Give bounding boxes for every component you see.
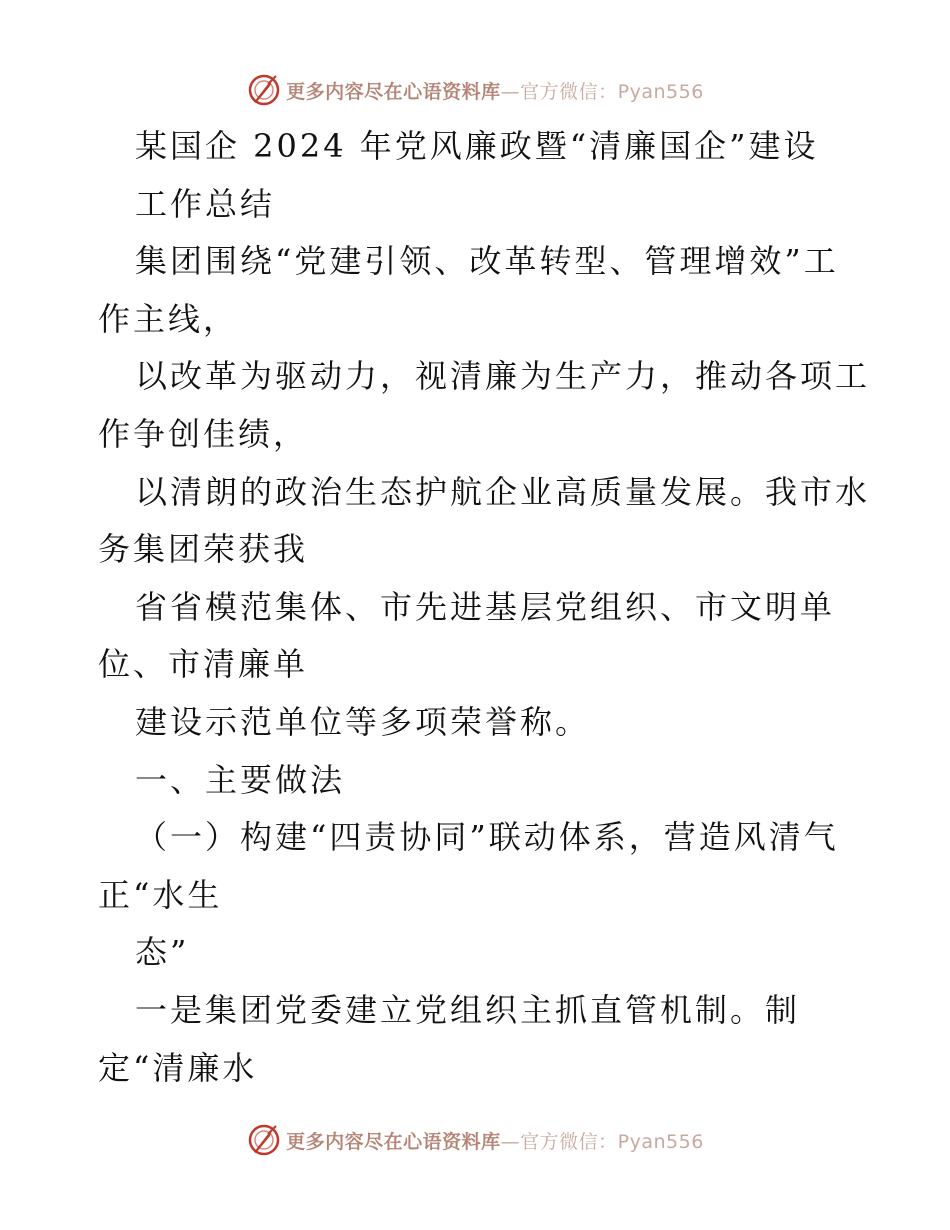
quill-logo-icon (246, 72, 282, 108)
text-line: （一）构建“四责协同”联动体系，营造风清气 (135, 818, 839, 857)
text-line: 以改革为驱动力，视清廉为生产力，推动各项工 (135, 357, 871, 396)
text-line: 态” (135, 933, 190, 972)
quill-logo-icon (246, 1122, 282, 1158)
text-line: 建设示范单位等多项荣誉称。 (135, 702, 591, 741)
text-line: 工作总结 (135, 184, 276, 223)
document-body (98, 118, 871, 1097)
text-line: 务集团荣获我 (98, 530, 309, 569)
text-line: 某国企 2024 年党风廉政暨“清廉国企”建设 (135, 127, 819, 165)
watermark-text: 更多内容尽在心语资料库 (286, 1130, 501, 1153)
text-line: 一是集团党委建立党组织主抓直管机制。制 (135, 990, 801, 1029)
text-line: 作主线， (98, 299, 239, 338)
text-line: 集团围绕“党建引领、改革转型、管理增效”工 (135, 242, 839, 281)
text-line: 定“清廉水 (98, 1048, 258, 1087)
watermark-text: 更多内容尽在心语资料库 (286, 80, 501, 103)
text-line: 省省模范集体、市先进基层党组织、市文明单 (135, 587, 836, 626)
text-line: 位、市清廉单 (98, 645, 309, 684)
header-watermark-banner (0, 70, 950, 110)
watermark-contact: —官方微信：Pyan556 (500, 1130, 704, 1153)
text-line: 以清朗的政治生态护航企业高质量发展。我市水 (135, 472, 871, 511)
text-line: 一、主要做法 (135, 760, 346, 799)
text-line: 作争创佳绩， (98, 414, 309, 453)
footer-watermark-banner (0, 1120, 950, 1160)
watermark-contact: —官方微信：Pyan556 (500, 80, 704, 103)
text-line: 正“水生 (98, 875, 223, 914)
